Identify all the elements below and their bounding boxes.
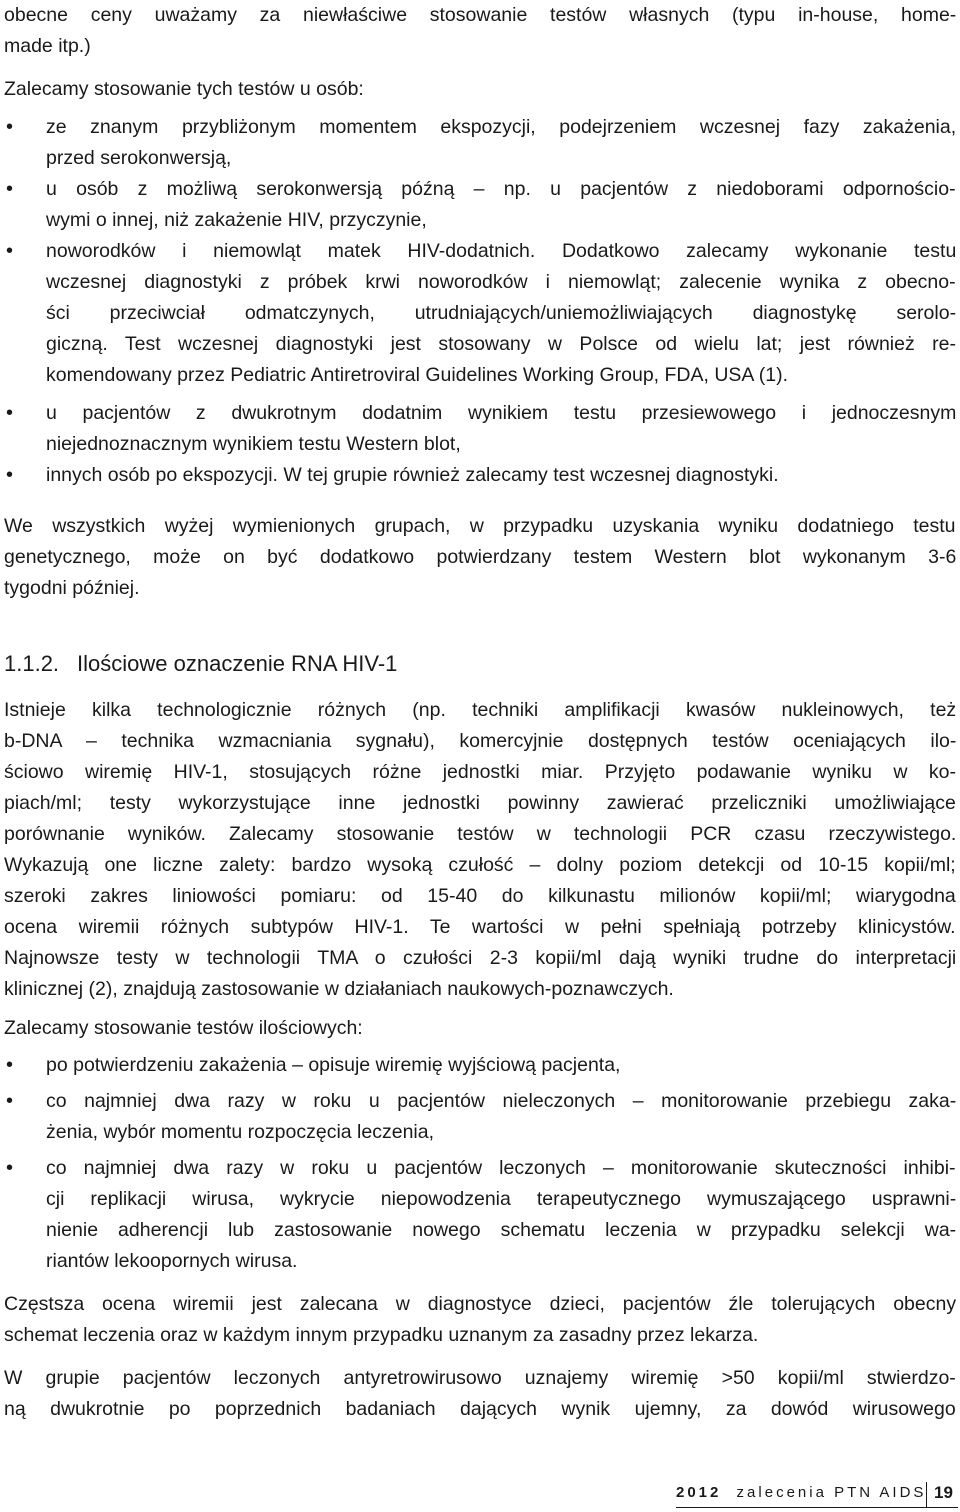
text-line: obecne ceny uważamy za niewłaściwe stosowanie testów własnych (typu in-house, home- <box>4 4 957 26</box>
section-number: 1.1.2. <box>4 651 60 676</box>
paragraph-line: tygodni później. <box>4 577 140 599</box>
list-item-line: ze znanym przybliżonym momentem ekspozycji, podejrzeniem wczesnej fazy zakażenia, <box>46 116 957 138</box>
paragraph-line: szeroki zakres liniowości pomiaru: od 15-40 do kilkunastu milionów kopii/ml; wiarygodna <box>4 885 956 907</box>
footer-page-number: 19 <box>934 1483 953 1502</box>
list-item-line: riantów lekoopornych wirusa. <box>46 1250 298 1272</box>
footer-rule <box>676 1507 958 1508</box>
paragraph-line: ocena wiremii różnych subtypów HIV-1. Te wartości w pełni spełniają potrzeby klinicystów. <box>4 916 956 938</box>
bullet-point: • <box>6 464 14 486</box>
list-item-line: po potwierdzeniu zakażenia – opisuje wiremię wyjściową pacjenta, <box>46 1054 621 1076</box>
bullet-point: • <box>6 402 14 424</box>
bullet-point: • <box>6 178 14 200</box>
paragraph-line: porównanie wyników. Zalecamy stosowanie testów w technologii PCR czasu rzeczywistego. <box>4 823 957 845</box>
paragraph-line: ściowo wiremię HIV-1, stosujących różne jednostki miar. Przyjęto podawanie wyniku w ko- <box>4 761 956 783</box>
bullet-point: • <box>6 240 14 262</box>
list-item-line: żenia, wybór momentu rozpoczęcia leczenia, <box>46 1121 435 1143</box>
paragraph-line: ną dwukrotnie po poprzednich badaniach dających wynik ujemny, za dowód wirusowego <box>4 1398 956 1420</box>
page-footer <box>676 1478 953 1508</box>
bullet-point: • <box>6 1054 14 1076</box>
paragraph-line: schemat leczenia oraz w każdym innym przypadku uznanym za zasadny przez lekarza. <box>4 1324 759 1346</box>
text-line: Zalecamy stosowanie tych testów u osób: <box>4 78 364 100</box>
paragraph-line: Zalecamy stosowanie testów ilościowych: <box>4 1017 363 1039</box>
footer-separator <box>926 1482 927 1508</box>
section-title: Ilościowe oznaczenie RNA HIV-1 <box>77 651 398 676</box>
list-item-line: innych osób po ekspozycji. W tej grupie również zalecamy test wczesnej diagnostyki. <box>46 464 779 486</box>
list-item-line: cji replikacji wirusa, wykrycie niepowodzenia terapeutycznego wymuszającego usprawni- <box>46 1188 957 1210</box>
paragraph-line: We wszystkich wyżej wymienionych grupach, w przypadku uzyskania wyniku dodatniego testu <box>4 515 956 537</box>
list-item-line: ści przeciwciał odmatczynych, utrudniających/uniemożliwiających diagnostykę serolo- <box>46 302 957 324</box>
paragraph-line: b-DNA – technika wzmacniania sygnału), komercyjnie dostępnych testów oceniających ilo- <box>4 730 957 752</box>
list-item-line: giczną. Test wczesnej diagnostyki jest stosowany w Polsce od wielu lat; jest również re- <box>46 333 956 355</box>
section-heading <box>4 648 397 680</box>
paragraph-line: Częstsza ocena wiremii jest zalecana w diagnostyce dzieci, pacjentów źle tolerujących obecny <box>4 1293 957 1315</box>
bullet-point: • <box>6 1157 14 1179</box>
paragraph-line: Wykazują one liczne zalety: bardzo wysoką czułość – dolny poziom detekcji od 10-15 kopii/ml; <box>4 854 956 876</box>
footer-year: 2012 <box>676 1484 722 1501</box>
paragraph-line: genetycznego, może on być dodatkowo potwierdzany testem Western blot wykonanym 3-6 <box>4 546 957 568</box>
list-item-line: komendowany przez Pediatric Antiretroviral Guidelines Working Group, FDA, USA (1). <box>46 364 789 386</box>
list-item-line: co najmniej dwa razy w roku u pacjentów nieleczonych – monitorowanie przebiegu zaka- <box>46 1090 957 1112</box>
paragraph-line: Najnowsze testy w technologii TMA o czułości 2-3 kopii/ml dają wyniki trudne do interpretacji <box>4 947 957 969</box>
list-item-line: u pacjentów z dwukrotnym dodatnim wynikiem testu przesiewowego i jednoczesnym <box>46 402 957 424</box>
bullet-point: • <box>6 1090 14 1112</box>
bullet-point: • <box>6 116 14 138</box>
list-item-line: noworodków i niemowląt matek HIV-dodatnich. Dodatkowo zalecamy wykonanie testu <box>46 240 957 262</box>
text-line: made itp.) <box>4 35 91 57</box>
list-item-line: przed serokonwersją, <box>46 147 232 169</box>
paragraph-line: piach/ml; testy wykorzystujące inne jednostki powinny zawierać przeliczniki umożliwiające <box>4 792 956 814</box>
list-item-line: wczesnej diagnostyki z próbek krwi noworodków i niemowląt; zalecenie wynika z obecno- <box>46 271 956 293</box>
list-item-line: nienie adherencji lub zastosowanie nowego schematu leczenia w przypadku selekcji wa- <box>46 1219 957 1241</box>
list-item-line: niejednoznacznym wynikiem testu Western blot, <box>46 433 461 455</box>
list-item-line: co najmniej dwa razy w roku u pacjentów leczonych – monitorowanie skuteczności inhibi- <box>46 1157 956 1179</box>
paragraph-line: W grupie pacjentów leczonych antyretrowirusowo uznajemy wiremię >50 kopii/ml stwierdzo- <box>4 1367 956 1389</box>
paragraph-line: klinicznej (2), znajdują zastosowanie w działaniach naukowych-poznawczych. <box>4 978 674 1000</box>
footer-series: zalecenia PTN AIDS <box>736 1484 927 1501</box>
list-item-line: u osób z możliwą serokonwersją późną – np. u pacjentów z niedoborami odpornościo- <box>46 178 956 200</box>
paragraph-line: Istnieje kilka technologicznie różnych (np. techniki amplifikacji kwasów nukleinowych, też <box>4 699 957 721</box>
list-item-line: wymi o innej, niż zakażenie HIV, przyczynie, <box>46 209 427 231</box>
